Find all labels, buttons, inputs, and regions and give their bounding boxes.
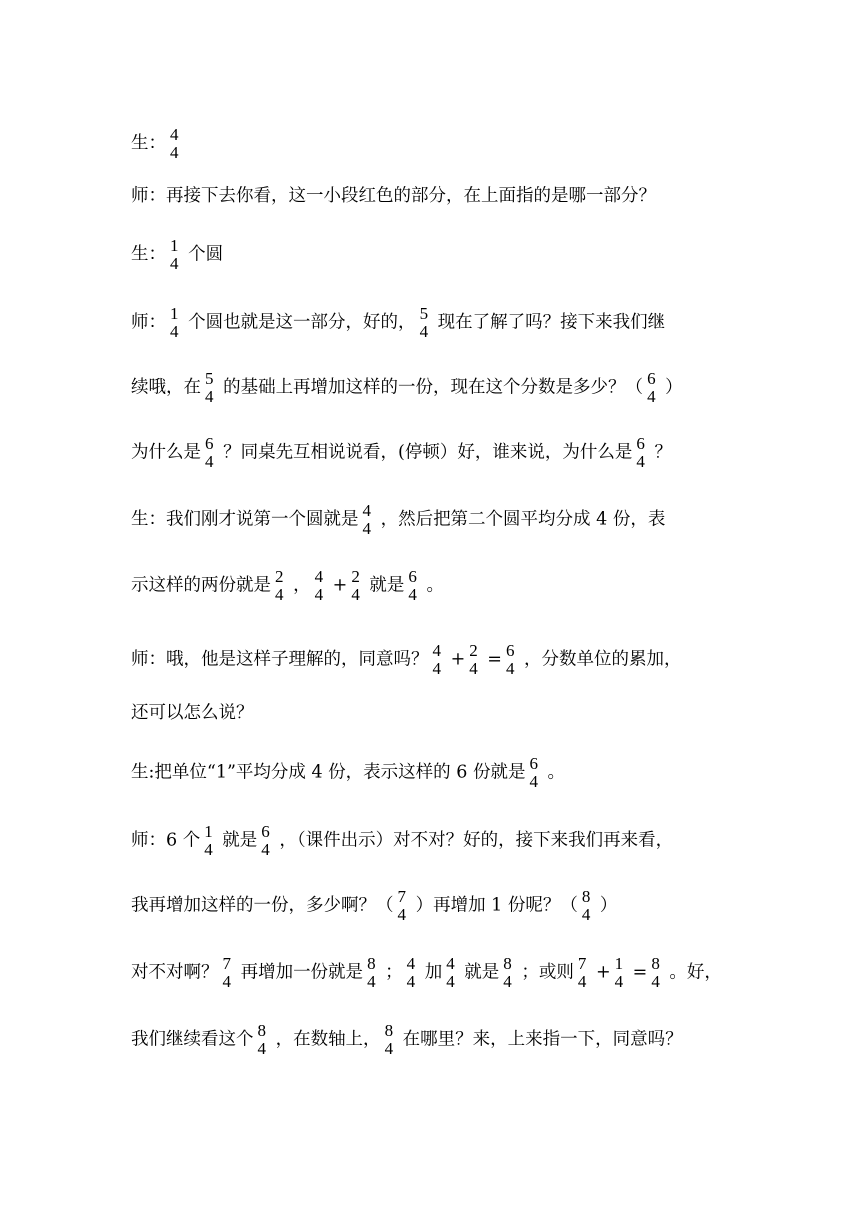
- fraction: [577, 955, 588, 991]
- line-10: [131, 701, 254, 725]
- text: +: [327, 575, 348, 596]
- numerator: 4: [406, 954, 416, 973]
- text: 师：6 个: [131, 830, 201, 851]
- numerator: 6: [636, 434, 645, 453]
- numerator: 2: [275, 567, 284, 586]
- numerator: 7: [222, 954, 231, 973]
- fraction: [274, 568, 285, 604]
- denominator: 4: [647, 387, 656, 406]
- text: ；: [379, 962, 403, 983]
- numerator: 1: [204, 822, 213, 841]
- fraction: [635, 435, 646, 471]
- text: 我再增加这样的一份，多少啊？（: [131, 895, 394, 916]
- line-14: [131, 955, 722, 991]
- fraction: [366, 955, 377, 991]
- text: ）: [659, 377, 683, 398]
- text: 示这样的两份就是: [131, 575, 271, 596]
- text: 在哪里？来，上来指一下，同意吗？: [397, 1029, 683, 1050]
- fraction: [614, 955, 625, 991]
- denominator: 4: [170, 254, 179, 273]
- denominator: 4: [406, 972, 416, 991]
- denominator: 4: [257, 1039, 266, 1058]
- text: +: [445, 649, 466, 670]
- text: 就是: [216, 830, 258, 851]
- denominator: 4: [446, 972, 455, 991]
- numerator: 8: [257, 1021, 266, 1040]
- denominator: 4: [205, 452, 214, 471]
- numerator: 7: [577, 954, 587, 973]
- text: 生：我们刚才说第一个圆就是: [131, 509, 359, 530]
- fraction: [581, 888, 592, 924]
- denominator: 4: [362, 519, 371, 538]
- numerator: 2: [351, 567, 360, 586]
- text: 。好，: [663, 962, 722, 983]
- line-7: [131, 502, 665, 538]
- denominator: 4: [614, 972, 624, 991]
- fraction: [204, 370, 215, 406]
- fraction: [445, 955, 456, 991]
- fraction: [397, 888, 408, 924]
- text: 就是: [458, 962, 500, 983]
- numerator: 4: [446, 954, 455, 973]
- fraction: [257, 1022, 268, 1058]
- numerator: 6: [505, 641, 515, 660]
- fraction: [419, 305, 430, 341]
- text: 生:把单位“1”平均分成 4 份，表示这样的 6 份就是: [131, 762, 526, 783]
- denominator: 4: [275, 585, 284, 604]
- text: ，（课件出示）对不对？好的，接下来我们再来看，: [273, 830, 674, 851]
- text: 对不对啊？: [131, 962, 219, 983]
- fraction: [528, 755, 539, 791]
- numerator: 1: [170, 304, 179, 323]
- text: 个圆: [182, 244, 224, 265]
- fraction: [505, 642, 516, 678]
- fraction: [203, 823, 214, 859]
- text: ）再增加 1 份呢？（: [410, 895, 578, 916]
- fraction: [204, 435, 215, 471]
- denominator: 4: [205, 387, 214, 406]
- fraction: [384, 1022, 395, 1058]
- text: ，然后把第二个圆平均分成 4 份，表: [375, 509, 666, 530]
- numerator: 6: [205, 434, 214, 453]
- numerator: 8: [384, 1021, 394, 1040]
- numerator: 1: [614, 954, 624, 973]
- denominator: 4: [204, 840, 213, 859]
- line-12: [131, 823, 673, 859]
- line-5: [131, 370, 683, 406]
- numerator: 6: [408, 567, 417, 586]
- line-6: [131, 435, 672, 471]
- numerator: 8: [367, 954, 376, 973]
- fraction: [260, 823, 271, 859]
- fraction: [650, 955, 661, 991]
- numerator: 6: [647, 369, 656, 388]
- fraction: [432, 642, 443, 678]
- line-4: [131, 305, 665, 341]
- numerator: 8: [503, 954, 512, 973]
- text: ？同桌先互相说说看，(停顿）好，谁来说，为什么是: [217, 442, 633, 463]
- fraction: [350, 568, 361, 604]
- text: +: [590, 962, 611, 983]
- line-1: [131, 126, 183, 162]
- line-8: [131, 568, 444, 604]
- text: 师：再接下去你看，这一小段红色的部分，在上面指的是哪一部分？: [131, 186, 656, 206]
- text: 生：: [131, 244, 166, 265]
- text: 加: [419, 962, 443, 983]
- line-9: [131, 642, 682, 678]
- numerator: 4: [170, 125, 179, 144]
- denominator: 4: [577, 972, 587, 991]
- text: 我们继续看这个: [131, 1029, 254, 1050]
- fraction: [169, 305, 180, 341]
- text: =: [481, 649, 502, 670]
- fraction: [468, 642, 479, 678]
- numerator: 4: [314, 567, 324, 586]
- text: ）: [594, 895, 618, 916]
- numerator: 2: [469, 641, 478, 660]
- numerator: 7: [397, 887, 406, 906]
- denominator: 4: [351, 585, 360, 604]
- text: ，: [287, 575, 311, 596]
- fraction: [406, 955, 417, 991]
- denominator: 4: [469, 659, 478, 678]
- text: 。: [420, 575, 444, 596]
- numerator: 5: [205, 369, 214, 388]
- denominator: 4: [651, 972, 660, 991]
- text: 还可以怎么说？: [131, 703, 254, 723]
- text: ，分数单位的累加，: [518, 649, 682, 670]
- fraction: [407, 568, 418, 604]
- numerator: 1: [170, 236, 179, 255]
- denominator: 4: [529, 772, 538, 791]
- denominator: 4: [170, 322, 179, 341]
- denominator: 4: [636, 452, 645, 471]
- numerator: 6: [261, 822, 270, 841]
- line-3: [131, 237, 223, 273]
- line-13: [131, 888, 617, 924]
- text: ？: [648, 442, 672, 463]
- text: 师：: [131, 312, 166, 333]
- denominator: 4: [408, 585, 417, 604]
- numerator: 4: [432, 641, 441, 660]
- denominator: 4: [261, 840, 270, 859]
- denominator: 4: [432, 659, 441, 678]
- denominator: 4: [397, 905, 406, 924]
- fraction: [502, 955, 513, 991]
- denominator: 4: [505, 659, 515, 678]
- text: 师：哦，他是这样子理解的，同意吗？: [131, 649, 429, 670]
- text: 生：: [131, 133, 166, 154]
- denominator: 4: [384, 1039, 394, 1058]
- text: 为什么是: [131, 442, 201, 463]
- fraction: [362, 502, 373, 538]
- line-2: [131, 184, 656, 208]
- text: 个圆也就是这一部分，好的，: [182, 312, 416, 333]
- numerator: 8: [651, 954, 660, 973]
- line-15: [131, 1022, 683, 1058]
- fraction: [169, 237, 180, 273]
- text: 现在了解了吗？接下来我们继: [432, 312, 666, 333]
- text: 。: [541, 762, 566, 783]
- text: 续哦，在: [131, 377, 201, 398]
- fraction: [646, 370, 657, 406]
- text: ；或则: [515, 962, 574, 983]
- fraction: [169, 126, 180, 162]
- numerator: 4: [362, 501, 371, 520]
- numerator: 8: [581, 887, 591, 906]
- text: 再增加一份就是: [235, 962, 364, 983]
- denominator: 4: [314, 585, 324, 604]
- line-11: [131, 755, 565, 791]
- fraction: [314, 568, 325, 604]
- text: ，在数轴上，: [270, 1029, 381, 1050]
- text: =: [627, 962, 648, 983]
- denominator: 4: [170, 143, 179, 162]
- denominator: 4: [419, 322, 429, 341]
- numerator: 5: [419, 304, 429, 323]
- fraction: [222, 955, 233, 991]
- denominator: 4: [581, 905, 591, 924]
- denominator: 4: [503, 972, 512, 991]
- text: 就是: [363, 575, 405, 596]
- denominator: 4: [367, 972, 376, 991]
- numerator: 6: [529, 754, 538, 773]
- text: 的基础上再增加这样的一份，现在这个分数是多少？（: [217, 377, 644, 398]
- denominator: 4: [222, 972, 231, 991]
